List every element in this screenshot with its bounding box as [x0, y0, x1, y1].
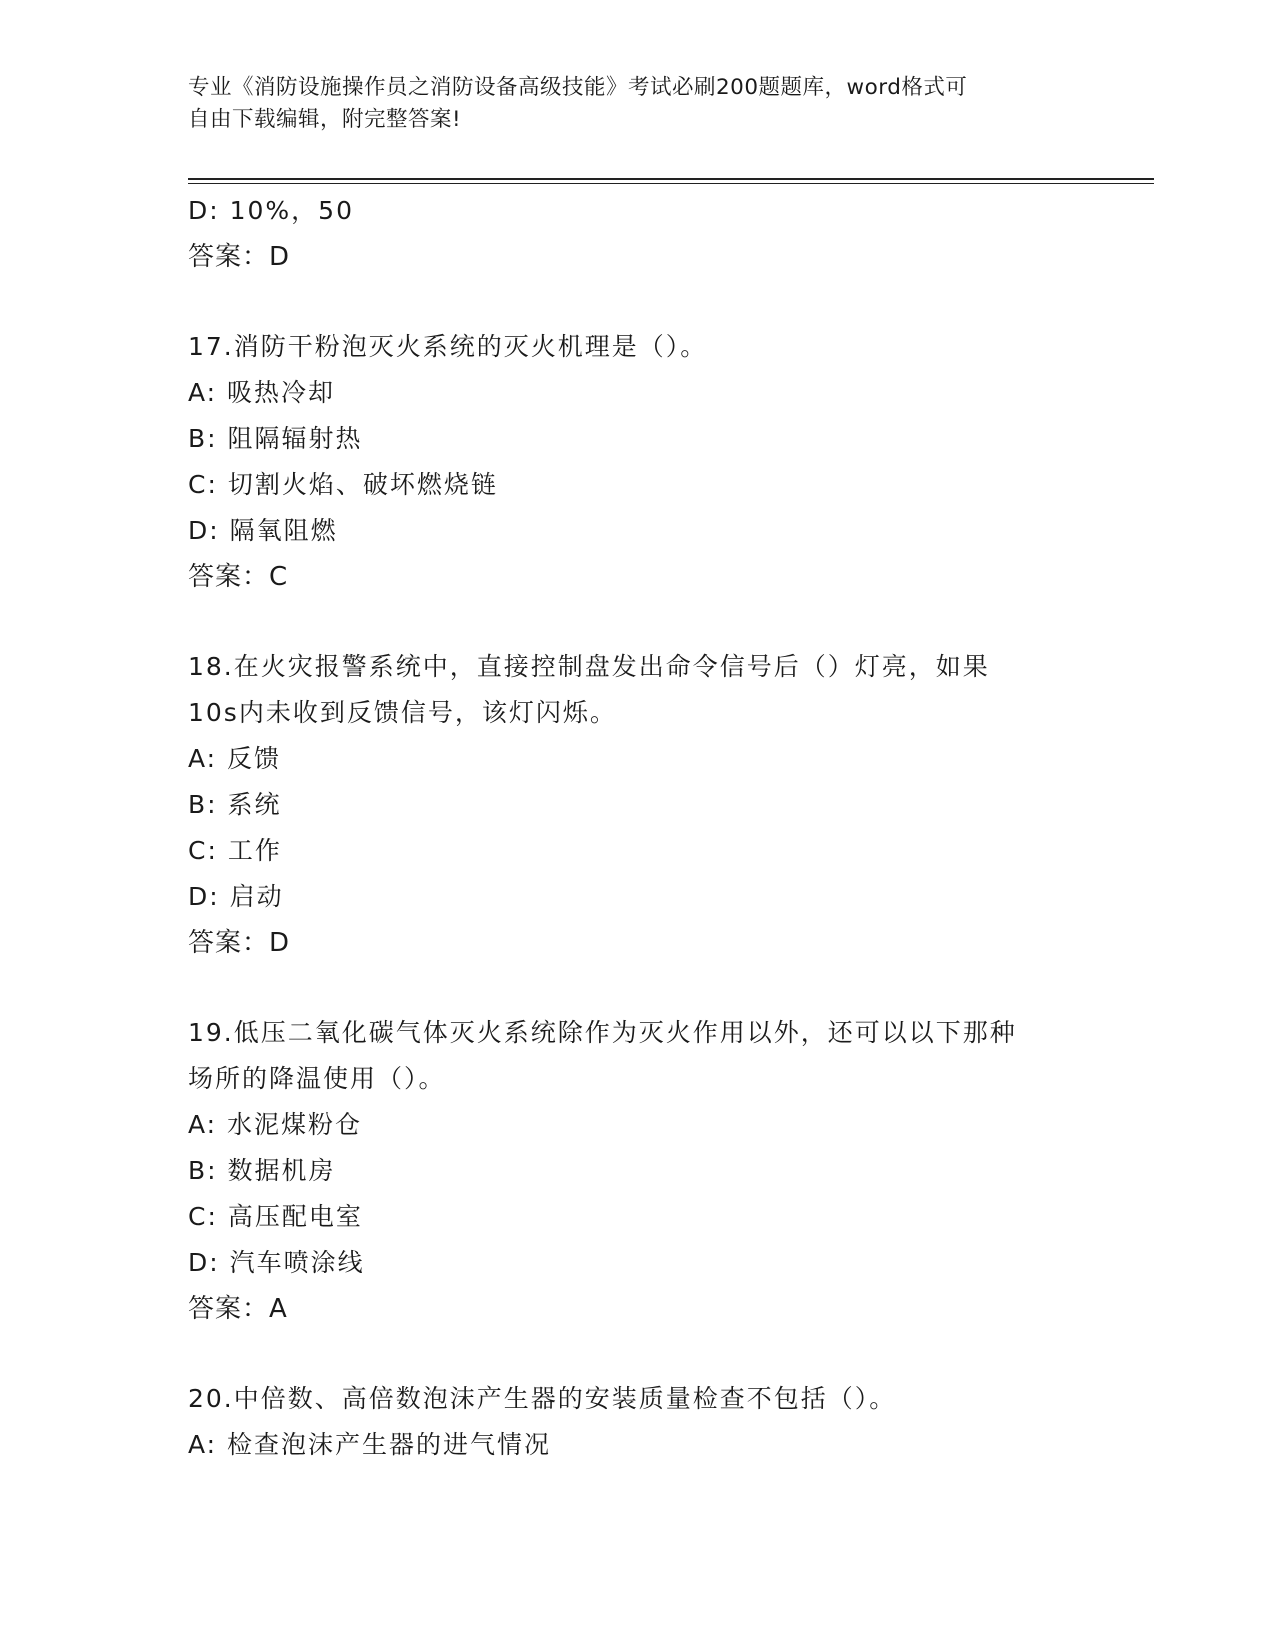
option-d: D: 10%，50 [188, 196, 354, 225]
option-c: C: 切割火焰、破坏燃烧链 [188, 470, 498, 499]
header-line-1: 专业《消防设施操作员之消防设备高级技能》考试必刷200题题库，word格式可 [188, 75, 968, 100]
option-d: D: 启动 [188, 882, 284, 911]
document-header [188, 72, 1068, 136]
question-text-line-2: 10s内未收到反馈信号，该灯闪烁。 [188, 698, 617, 727]
question-text: 17.消防干粉泡灭火系统的灭火机理是（）。 [188, 332, 708, 361]
previous-question-tail [188, 188, 1088, 280]
option-c: C: 高压配电室 [188, 1202, 363, 1231]
question-17 [188, 324, 1088, 600]
option-b: B: 阻隔辐射热 [188, 424, 363, 453]
option-c: C: 工作 [188, 836, 282, 865]
option-d: D: 隔氧阻燃 [188, 516, 338, 545]
question-text-line-1: 18.在火灾报警系统中，直接控制盘发出命令信号后（）灯亮，如果 [188, 652, 990, 681]
question-list [188, 188, 1088, 1468]
question-text-line-2: 场所的降温使用（）。 [188, 1064, 446, 1093]
option-a: A: 反馈 [188, 744, 282, 773]
question-20 [188, 1376, 1088, 1468]
question-text: 20.中倍数、高倍数泡沫产生器的安装质量检查不包括（）。 [188, 1384, 897, 1413]
option-b: B: 系统 [188, 790, 282, 819]
question-text-line-1: 19.低压二氧化碳气体灭火系统除作为灭火作用以外，还可以以下那种 [188, 1018, 1017, 1047]
option-a: A: 吸热冷却 [188, 378, 336, 407]
answer-line: 答案：D [188, 242, 291, 272]
question-19 [188, 1010, 1088, 1332]
answer-line: 答案：A [188, 1294, 288, 1324]
header-rule-thin [188, 183, 1154, 184]
option-a: A: 检查泡沫产生器的进气情况 [188, 1430, 552, 1459]
answer-line: 答案：D [188, 928, 291, 958]
header-rule-thick [188, 178, 1154, 180]
option-a: A: 水泥煤粉仓 [188, 1110, 363, 1139]
answer-line: 答案：C [188, 562, 289, 592]
header-line-2: 自由下载编辑，附完整答案! [188, 107, 462, 132]
option-d: D: 汽车喷涂线 [188, 1248, 365, 1277]
option-b: B: 数据机房 [188, 1156, 336, 1185]
question-18 [188, 644, 1088, 966]
